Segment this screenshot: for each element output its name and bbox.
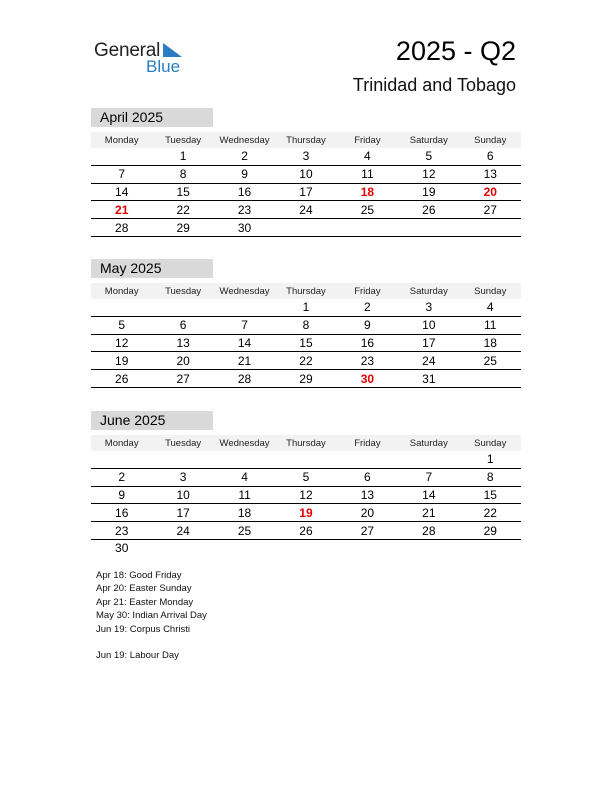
holiday-notes: [96, 569, 207, 662]
country-name: Trinidad and Tobago: [352, 75, 516, 95]
day-cell: 13: [360, 487, 375, 502]
day-cell: 16: [115, 505, 129, 520]
day-cell: 20: [176, 353, 190, 368]
week-row: [91, 469, 521, 487]
week-row: [91, 317, 521, 335]
day-cell: 1: [179, 149, 187, 164]
week-row: [91, 370, 521, 388]
week-row: [91, 335, 521, 353]
logo-text-blue: Blue: [146, 57, 181, 76]
month-block: [91, 411, 521, 557]
day-cell: 13: [483, 167, 497, 182]
weekday-label: Thursday: [286, 134, 326, 146]
day-cell: 5: [302, 470, 310, 485]
weekday-label: Tuesday: [165, 134, 202, 146]
day-cell: 11: [484, 318, 497, 333]
day-cell: 20: [483, 184, 497, 199]
day-cell: 4: [486, 300, 494, 315]
day-cell: 27: [483, 202, 497, 217]
week-row: [91, 148, 521, 166]
day-cell: 23: [237, 202, 252, 217]
day-cell: 18: [237, 505, 252, 520]
day-cell: 21: [115, 202, 129, 217]
holiday-note: Apr 18: Good Friday: [96, 570, 182, 581]
day-cell: 6: [364, 470, 371, 485]
day-cell: 10: [299, 167, 313, 182]
day-cell: 5: [425, 149, 433, 164]
weekday-label: Friday: [354, 134, 381, 146]
day-cell: 25: [360, 202, 375, 217]
weekday-label: Monday: [104, 134, 139, 146]
weekday-label: Saturday: [409, 134, 448, 146]
day-cell: 23: [360, 353, 375, 368]
day-cell: 11: [361, 167, 374, 182]
day-cell: 19: [115, 353, 129, 368]
page-title: 2025 - Q2: [395, 36, 516, 66]
week-row: [91, 299, 521, 317]
day-cell: 1: [486, 452, 494, 467]
weekday-header: [91, 132, 521, 148]
day-cell: 14: [237, 335, 252, 350]
day-cell: 7: [241, 318, 248, 333]
day-cell: 14: [422, 487, 436, 502]
weekday-label: Saturday: [409, 285, 448, 297]
day-cell: 1: [302, 300, 310, 315]
day-cell: 15: [176, 184, 190, 199]
day-cell: 30: [115, 541, 129, 556]
day-cell: 3: [425, 300, 433, 315]
day-cell: 17: [299, 184, 313, 199]
day-cell: 8: [486, 470, 494, 485]
day-cell: 10: [422, 318, 436, 333]
day-cell: 30: [360, 371, 375, 386]
day-cell: 7: [118, 167, 126, 182]
holiday-note: Jun 19: Corpus Christi: [96, 623, 190, 635]
day-cell: 15: [483, 487, 497, 502]
day-cell: 24: [422, 353, 436, 368]
logo: [94, 40, 204, 80]
day-cell: 31: [422, 371, 436, 386]
day-cell: 8: [179, 167, 187, 182]
day-cell: 18: [483, 335, 497, 350]
day-cell: 11: [238, 487, 251, 502]
weekday-label: Friday: [354, 437, 381, 449]
day-cell: 22: [299, 353, 313, 368]
day-cell: 28: [237, 371, 252, 386]
weekday-label: Thursday: [286, 285, 326, 297]
day-cell: 6: [179, 318, 187, 333]
weekday-label: Sunday: [474, 285, 507, 297]
day-cell: 26: [299, 523, 313, 538]
day-cell: 24: [299, 202, 313, 217]
weekday-label: Saturday: [409, 437, 448, 449]
day-cell: 4: [364, 149, 371, 164]
day-cell: 23: [115, 523, 129, 538]
week-row: [91, 184, 521, 202]
day-cell: 12: [299, 487, 313, 502]
day-cell: 20: [360, 505, 375, 520]
month-title: June 2025: [91, 411, 213, 430]
day-cell: 16: [237, 184, 252, 199]
day-cell: 28: [115, 220, 129, 235]
day-cell: 26: [422, 202, 436, 217]
notes-spacer: [96, 636, 207, 649]
weekday-label: Wednesday: [219, 134, 270, 146]
day-cell: 5: [118, 318, 126, 333]
weekday-label: Wednesday: [219, 285, 270, 297]
month-title: April 2025: [91, 108, 213, 127]
logo-text-general: General: [94, 40, 161, 61]
week-row: [91, 352, 521, 370]
holiday-note: Apr 21: Easter Monday: [96, 596, 194, 608]
day-cell: 6: [486, 149, 494, 164]
day-cell: 14: [115, 184, 129, 199]
weekday-label: Sunday: [474, 437, 507, 449]
day-cell: 15: [299, 335, 313, 350]
weekday-label: Tuesday: [165, 285, 202, 297]
weekday-label: Thursday: [286, 437, 326, 449]
day-cell: 26: [115, 371, 129, 386]
day-cell: 27: [176, 371, 190, 386]
week-row: [91, 487, 521, 505]
weekday-label: Monday: [104, 437, 139, 449]
holiday-note: Apr 20: Easter Sunday: [96, 583, 192, 595]
day-cell: 3: [179, 470, 187, 485]
day-cell: 19: [299, 505, 313, 520]
day-cell: 30: [237, 220, 252, 235]
weekday-label: Sunday: [474, 134, 507, 146]
day-cell: 9: [364, 318, 371, 333]
week-row: [91, 166, 521, 184]
day-cell: 12: [422, 167, 436, 182]
day-cell: 16: [360, 335, 375, 350]
week-row: [91, 522, 521, 540]
week-row: [91, 504, 521, 522]
day-cell: 21: [422, 505, 436, 520]
week-row: [91, 201, 521, 219]
day-cell: 28: [422, 523, 436, 538]
weekday-label: Tuesday: [165, 437, 202, 449]
holiday-note: Jun 19: Labour Day: [96, 650, 179, 662]
day-cell: 2: [241, 149, 248, 164]
day-cell: 29: [483, 523, 497, 538]
day-cell: 25: [237, 523, 252, 538]
day-cell: 27: [360, 523, 375, 538]
day-cell: 21: [237, 353, 252, 368]
day-cell: 12: [115, 335, 129, 350]
day-cell: 25: [483, 353, 497, 368]
day-cell: 13: [176, 335, 190, 350]
week-row: [91, 451, 521, 469]
holiday-note: May 30: Indian Arrival Day: [96, 610, 207, 622]
week-row: [91, 219, 521, 237]
day-cell: 2: [364, 300, 371, 315]
day-cell: 3: [302, 149, 310, 164]
day-cell: 2: [118, 470, 126, 485]
weekday-label: Monday: [104, 285, 139, 297]
day-cell: 9: [241, 167, 248, 182]
day-cell: 22: [176, 202, 190, 217]
logo-flag-icon: [161, 42, 183, 58]
week-row: [91, 540, 521, 557]
day-cell: 10: [176, 487, 190, 502]
weekday-label: Friday: [354, 285, 381, 297]
day-cell: 29: [299, 371, 313, 386]
day-cell: 17: [422, 335, 436, 350]
day-cell: 29: [176, 220, 190, 235]
weekday-header: [91, 283, 521, 299]
day-cell: 22: [483, 505, 497, 520]
weekday-header: [91, 435, 521, 451]
day-cell: 7: [425, 470, 433, 485]
month-block: [91, 259, 521, 388]
day-cell: 24: [176, 523, 190, 538]
day-cell: 4: [241, 470, 248, 485]
day-cell: 17: [176, 505, 190, 520]
month-block: [91, 108, 521, 237]
day-cell: 8: [302, 318, 310, 333]
month-title: May 2025: [91, 259, 213, 278]
day-cell: 9: [118, 487, 126, 502]
day-cell: 18: [360, 184, 375, 199]
weekday-label: Wednesday: [219, 437, 270, 449]
day-cell: 19: [422, 184, 436, 199]
